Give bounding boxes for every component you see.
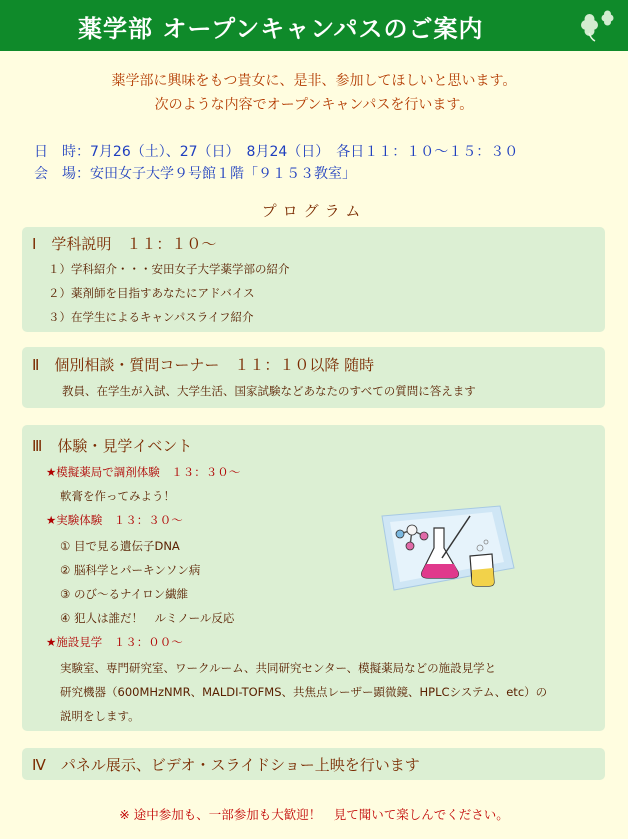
event-place: 会 場：安田女子大学９号館１階「９１５３教室」 (34, 166, 356, 182)
section-1-title: Ⅰ 学科説明 １１：１０～ (32, 235, 217, 253)
section-3-item-11: 説明をします。 (60, 709, 140, 723)
section-3-item-7: ④ 犯人は誰だ！ ルミノール反応 (60, 611, 235, 625)
section-3-item-1: ★模擬薬局で調剤体験 １３：３０～ (46, 465, 241, 479)
section-3-item-10: 研究機器（600MHzNMR、MALDI-TOFMS、共焦点レーザー顕微鏡、HPLCシステム、etc）の (60, 685, 548, 699)
event-date: 日 時：7月26（土）、27（日） 8月24（日） 各日１１：１０～１５：３０ (34, 144, 519, 160)
section-2-item-1: 教員、在学生が入試、大学生活、国家試験などあなたのすべての質問に答えます (62, 384, 476, 398)
section-4-title: Ⅳ パネル展示、ビデオ・スライドショー上映を行います (32, 756, 420, 774)
page-header (0, 0, 628, 51)
section-3-item-2: 軟膏を作ってみよう！ (60, 489, 175, 503)
page-title: 薬学部 オープンキャンパスのご案内 (78, 15, 484, 43)
program-heading: プログラム (261, 202, 367, 220)
section-2-title: Ⅱ 個別相談・質問コーナー １１：１０以降 随時 (32, 356, 375, 374)
section-1-item-3: ３）在学生によるキャンパスライフ紹介 (48, 310, 254, 324)
section-3-item-4: ① 目で見る遺伝子DNA (60, 539, 180, 553)
intro-line-2: 次のような内容でオープンキャンパスを行います。 (154, 97, 474, 113)
section-3-item-6: ③ のび～るナイロン繊維 (60, 587, 189, 601)
section-3-item-3: ★実験体験 １３：３０～ (46, 513, 183, 527)
section-1 (22, 227, 605, 332)
footer-note: ※ 途中参加も、一部参加も大歓迎！ 見て聞いて楽しんでください。 (119, 807, 509, 822)
intro-line-1: 薬学部に興味をもつ貴女に、是非、参加してほしいと思います。 (111, 73, 517, 89)
section-3-item-9: 実験室、専門研究室、ワークルーム、共同研究センター、模擬薬局などの施設見学と (60, 661, 497, 675)
clover-icon (574, 9, 618, 43)
section-3-item-5: ② 脳科学とパーキンソン病 (60, 563, 201, 577)
section-3-item-8: ★施設見学 １３：００～ (46, 635, 183, 649)
section-4 (22, 748, 605, 780)
section-2 (22, 347, 605, 408)
lab-glassware-illustration (372, 498, 522, 598)
section-3-title: Ⅲ 体験・見学イベント (32, 437, 193, 455)
section-1-item-2: ２）薬剤師を目指すあなたにアドバイス (48, 286, 255, 300)
section-1-item-1: １）学科紹介・・・安田女子大学薬学部の紹介 (48, 262, 290, 276)
